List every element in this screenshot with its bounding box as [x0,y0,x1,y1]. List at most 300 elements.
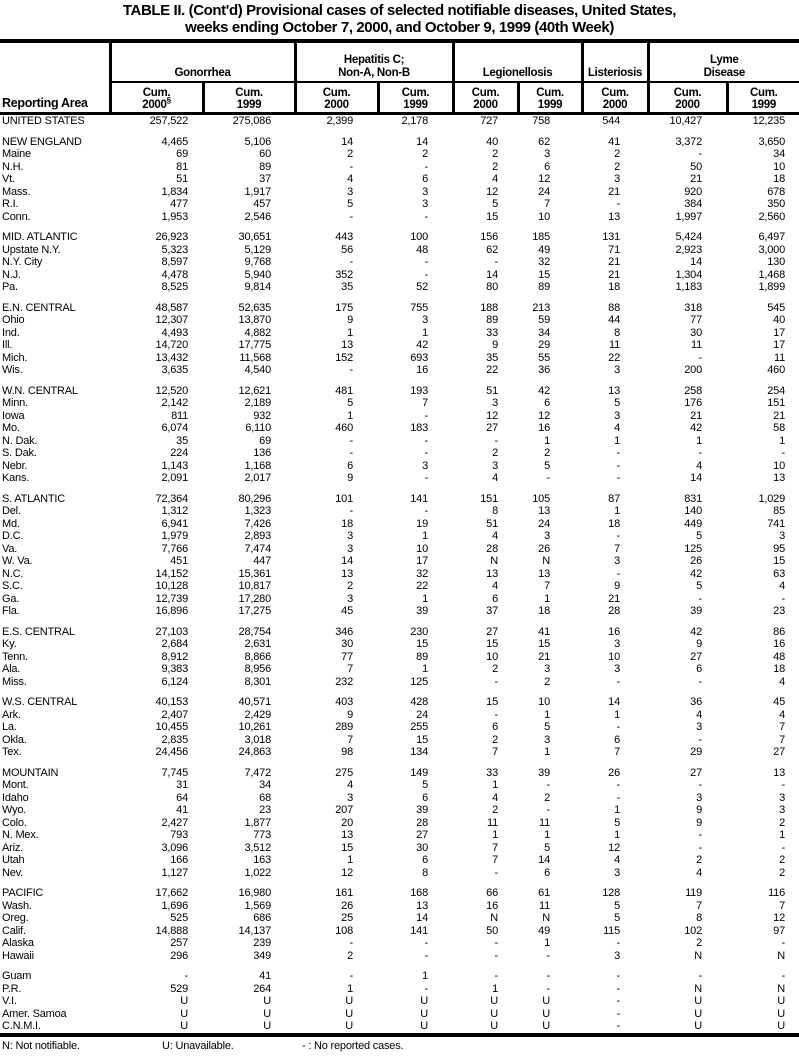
reporting-area-cell: C.N.M.I. [2,1020,41,1032]
reporting-area-cell: Idaho [2,791,29,804]
value-cell: 7,766 [161,542,188,555]
value-cell: 17,280 [238,592,271,605]
value-cell: 62 [538,135,550,148]
value-cell: 4 [492,580,498,592]
value-cell: 4 [696,708,702,721]
value-cell: 37 [259,173,271,185]
section-gap [0,618,799,626]
value-cell: U [263,995,271,1007]
value-cell: 5,129 [244,243,271,256]
value-cell: - [616,1020,620,1032]
value-cell: 50 [690,160,702,173]
value-cell: 1 [544,434,550,447]
value-cell: 27 [486,625,498,638]
value-cell: 1 [347,854,353,866]
value-cell: 80,296 [238,492,271,505]
value-cell: 29 [538,339,550,351]
value-cell: 5 [347,198,353,210]
value-cell: 42 [416,339,428,351]
reporting-area-cell: Conn. [2,210,31,223]
value-cell: 18 [773,663,786,675]
value-cell: 16 [486,899,498,912]
value-cell: 10,128 [155,580,188,592]
group-header-legionellosis: Legionellosis [453,41,582,82]
value-cell: 16,980 [238,887,271,899]
value-cell: 59 [538,314,550,326]
table-row [0,867,799,880]
value-cell: 98 [341,746,353,758]
value-cell: N [490,912,498,924]
table-row [0,651,799,664]
reporting-area-cell: Mont. [2,779,29,791]
value-cell: - [424,447,428,459]
value-cell: 451 [170,555,188,567]
value-cell: 48 [416,243,428,256]
value-cell: - [349,160,353,173]
value-cell: 7 [779,721,786,733]
value-cell: 5 [696,580,702,592]
table-row [0,721,799,734]
value-cell: 16 [416,364,428,376]
value-cell: 11 [486,816,498,829]
value-cell: 3 [696,721,702,733]
value-cell: 1,997 [675,210,702,223]
footnote-no-reported-cases: - : No reported cases. [302,1039,404,1052]
value-cell: 9,383 [161,663,188,675]
value-cell: 24 [538,185,550,198]
value-cell: 36 [538,364,550,376]
table-row [0,605,799,618]
reporting-area-cell: N.Y. City [2,256,43,268]
table-row [0,854,799,867]
value-cell: 12 [538,173,550,185]
value-cell: 4,465 [161,135,188,148]
reporting-area-cell: N. Dak. [2,434,38,447]
value-cell: - [781,970,786,982]
value-cell: 1,468 [758,268,786,281]
table-row [0,970,799,983]
value-cell: 21 [690,409,702,422]
value-cell: 2,178 [401,115,428,127]
table-row [0,518,799,531]
value-cell: 141 [410,924,428,937]
value-cell: 86 [773,625,786,638]
table-row [0,804,799,817]
value-cell: - [616,567,620,580]
table-row [0,211,799,224]
reporting-area-cell: Ky. [2,638,17,650]
value-cell: 2,017 [244,472,271,484]
value-cell: 7 [492,841,498,854]
reporting-area-cell: UNITED STATES [2,115,85,127]
value-cell: 4,882 [244,326,271,339]
section-gap [0,759,799,767]
value-cell: 87 [608,492,620,505]
value-cell: 102 [684,924,702,937]
value-cell: 17,662 [155,887,188,899]
table-row [0,983,799,996]
reporting-area-cell: S. Dak. [2,447,37,459]
value-cell: 1 [347,409,353,422]
value-cell: N [490,555,498,567]
value-cell: 7 [614,746,620,758]
value-cell: 1,143 [161,459,188,472]
value-cell: 7,426 [244,517,271,530]
value-cell: - [494,708,498,721]
value-cell: 14 [690,472,702,484]
value-cell: 9 [492,339,498,351]
value-cell: 51 [176,173,188,185]
footnotes [0,1040,799,1060]
value-cell: 6 [544,866,550,879]
value-cell: 21 [608,185,620,198]
value-cell: 8 [696,912,702,924]
value-cell: 2,835 [161,733,188,746]
value-cell: 4 [779,708,786,721]
value-cell: 12,307 [155,314,188,326]
value-cell: 811 [171,409,188,422]
value-cell: 12,739 [155,592,188,605]
value-cell: 17,275 [238,605,271,617]
section-gap [0,688,799,696]
value-cell: 1,979 [161,530,188,542]
value-cell: 21 [538,650,550,663]
value-cell: 4,540 [244,364,271,376]
value-cell: 12 [341,866,353,879]
value-cell: 26,923 [155,231,188,243]
value-cell: 5 [614,397,620,409]
value-cell: - [698,675,702,688]
value-cell: 45 [341,605,353,617]
value-cell: - [184,970,188,982]
value-cell: 1 [779,434,786,447]
value-cell: 13 [341,829,353,841]
value-cell: 5 [544,459,550,472]
value-cell: 9 [696,804,702,816]
value-cell: 3 [779,530,786,542]
value-cell: 3 [422,459,428,472]
section-gap-cell [0,688,799,696]
value-cell: - [781,779,786,791]
value-cell: 693 [410,351,428,364]
value-cell: 51 [486,384,498,397]
value-cell: 6 [422,854,428,866]
value-cell: 25 [341,912,353,924]
value-cell: 1,304 [675,268,702,281]
value-cell: 13 [416,899,428,912]
value-cell: 21 [608,256,620,268]
value-cell: - [698,841,702,854]
reporting-area-cell: MOUNTAIN [2,766,59,779]
table-row [0,447,799,460]
section-gap-cell [0,618,799,626]
reporting-area-cell: Ind. [2,326,20,339]
col-header-gonorrhea-cum-1999: Cum. 1999 [203,82,295,114]
value-cell: 678 [767,185,786,198]
value-cell: N [542,555,550,567]
value-cell: 42 [690,422,702,434]
value-cell: 131 [602,231,620,243]
value-cell: 10,455 [155,721,188,733]
value-cell: 15 [416,733,428,746]
value-cell: - [494,970,498,982]
col-header-hepc-cum-2000: Cum. 2000 [295,82,378,114]
value-cell: - [616,970,620,982]
table-row [0,364,799,377]
value-cell: 39 [538,766,550,779]
reporting-area-cell: Wis. [2,364,23,376]
value-cell: 16,896 [155,605,188,617]
reporting-area-cell: Colo. [2,816,27,829]
table-row [0,937,799,950]
value-cell: 8,956 [244,663,271,675]
value-cell: 4 [347,173,353,185]
table-row [0,709,799,722]
value-cell: 4 [492,173,498,185]
value-cell: 2 [614,160,620,173]
value-cell: 1 [492,982,498,995]
value-cell: 28 [416,816,428,829]
value-cell: U [694,995,702,1007]
value-cell: 7 [544,580,550,592]
value-cell: 6,497 [758,231,786,243]
value-cell: 21 [608,592,620,605]
value-cell: 481 [335,384,353,397]
value-cell: 14,152 [155,567,188,580]
table-row [0,460,799,473]
value-cell: - [698,779,702,791]
value-cell: 41 [608,135,620,148]
reporting-area-cell: La. [2,721,17,733]
value-cell: 3 [492,459,498,472]
value-cell: 3 [422,185,428,198]
value-cell: 50 [486,924,498,937]
value-cell: 5 [614,899,620,912]
value-cell: 10 [538,696,550,708]
value-cell: - [616,937,620,949]
table-row [0,842,799,855]
value-cell: 449 [684,517,702,530]
value-cell: 1 [422,530,428,542]
value-cell: 40 [773,314,786,326]
value-cell: 13 [773,766,786,779]
value-cell: U [180,1020,188,1032]
value-cell: U [345,1020,353,1032]
value-cell: N [694,982,702,995]
value-cell: - [698,351,702,364]
value-cell: - [494,937,498,949]
value-cell: 1,877 [244,816,271,829]
value-cell: 188 [480,301,498,314]
reporting-area-cell: Mo. [2,422,20,434]
value-cell: 10 [608,650,620,663]
reporting-area-cell: W.N. CENTRAL [2,384,78,397]
section-gap-cell [0,294,799,302]
value-cell: 5,106 [244,135,271,148]
value-cell: U [263,1020,271,1032]
value-cell: 2,893 [244,530,271,542]
value-cell: 6 [614,733,620,746]
reporting-area-cell: Md. [2,517,20,530]
value-cell: 6 [696,663,702,675]
value-cell: 27 [690,766,702,779]
value-cell: 28,754 [238,625,271,638]
value-cell: 686 [253,912,271,924]
value-cell: 920 [684,185,702,198]
value-cell: 12 [538,409,550,422]
value-cell: 2,631 [244,638,271,650]
value-cell: 7,474 [244,542,271,555]
value-cell: 81 [176,160,188,173]
value-cell: 4 [779,580,786,592]
table-row [0,385,799,398]
value-cell: - [616,472,620,484]
value-cell: 5,940 [244,268,271,281]
value-cell: 318 [684,301,702,314]
value-cell: 7 [779,899,786,912]
value-cell: 28 [608,605,620,617]
value-cell: 755 [410,301,428,314]
value-cell: 4 [696,866,702,879]
value-cell: U [180,995,188,1007]
value-cell: 13 [773,472,786,484]
value-cell: 89 [486,314,498,326]
table-row [0,817,799,830]
value-cell: 460 [767,364,786,376]
value-cell: 7 [347,733,353,746]
value-cell: 151 [480,492,498,505]
table-row [0,530,799,543]
value-cell: 1 [422,326,428,339]
value-cell: - [494,866,498,879]
value-cell: 3 [347,592,353,605]
value-cell: 12 [486,185,498,198]
value-cell: 6 [492,592,498,605]
value-cell: 9 [614,580,620,592]
value-cell: 62 [486,243,498,256]
table-row [0,900,799,913]
value-cell: 443 [335,231,353,243]
value-cell: 28 [486,542,498,555]
value-cell: 10,427 [669,115,702,127]
value-cell: 3 [544,663,550,675]
value-cell: 230 [410,625,428,638]
section-gap-cell [0,223,799,231]
value-cell: 12 [608,841,620,854]
value-cell: 12 [486,409,498,422]
reporting-area-cell: Del. [2,505,21,517]
value-cell: 289 [335,721,353,733]
value-cell: U [420,995,428,1007]
value-cell: 428 [410,696,428,708]
table-row [0,422,799,435]
value-cell: 42 [690,625,702,638]
value-cell: 2 [544,791,550,804]
reporting-area-cell: Wash. [2,899,32,912]
value-cell: 32 [538,256,550,268]
table-row [0,829,799,842]
value-cell: 175 [335,301,353,314]
value-cell: 9 [347,314,353,326]
value-cell: 1 [422,592,428,605]
value-cell: 1 [779,829,786,841]
value-cell: 3 [422,314,428,326]
value-cell: 4 [492,530,498,542]
table-row [0,173,799,186]
reporting-area-cell: Minn. [2,397,28,409]
value-cell: 5,323 [161,243,188,256]
value-cell: 42 [538,384,550,397]
value-cell: 156 [480,231,498,243]
value-cell: 1,127 [161,866,188,879]
value-cell: 34 [259,779,271,791]
value-cell: 64 [176,791,188,804]
value-cell: 12,621 [238,384,271,397]
table-row [0,256,799,269]
value-cell: - [349,434,353,447]
group-header-lyme-disease: Lyme Disease [648,41,799,82]
value-cell: U [420,1007,428,1020]
value-cell: U [263,1007,271,1020]
value-cell: 460 [335,422,353,434]
value-cell: 224 [170,447,188,459]
value-cell: 2,684 [161,638,188,650]
value-cell: 3 [614,866,620,879]
value-cell: 2,142 [161,397,188,409]
table-row [0,543,799,556]
value-cell: 7 [492,854,498,866]
value-cell: 134 [410,746,428,758]
value-cell: 41 [176,804,188,816]
value-cell: 35 [486,351,498,364]
value-cell: 257 [170,937,188,949]
value-cell: 6 [492,721,498,733]
value-cell: - [424,160,428,173]
value-cell: 10 [538,210,550,223]
value-cell: 5,424 [675,231,702,243]
value-cell: U [777,995,786,1007]
value-cell: 2,427 [161,816,188,829]
value-cell: - [424,472,428,484]
value-cell: - [698,592,702,605]
value-cell: 11 [538,899,550,912]
reporting-area-cell: Ariz. [2,841,24,854]
value-cell: 185 [532,231,550,243]
value-cell: 1 [422,663,428,675]
value-cell: 4,493 [161,326,188,339]
table-title-line2: weeks ending October 7, 2000, and October 9, 1999 (40th Week) [185,19,614,36]
table-row [0,186,799,199]
value-cell: 3 [347,791,353,804]
value-cell: 9 [696,638,702,650]
value-cell: 3,650 [758,135,786,148]
value-cell: 2 [492,733,498,746]
value-cell: 89 [538,281,550,293]
value-cell: 5 [544,841,550,854]
value-cell: 136 [253,447,271,459]
section-gap-cell [0,759,799,767]
value-cell: 5 [347,397,353,409]
value-cell: 3 [696,791,702,804]
value-cell: 16 [608,625,620,638]
value-cell: - [546,982,550,995]
value-cell: 37 [486,605,498,617]
value-cell: 3,096 [161,841,188,854]
section-gap [0,223,799,231]
col-header-gonorrhea-cum-2000: Cum. 2000§ [110,82,203,114]
value-cell: U [490,1020,498,1032]
value-cell: 42 [690,567,702,580]
